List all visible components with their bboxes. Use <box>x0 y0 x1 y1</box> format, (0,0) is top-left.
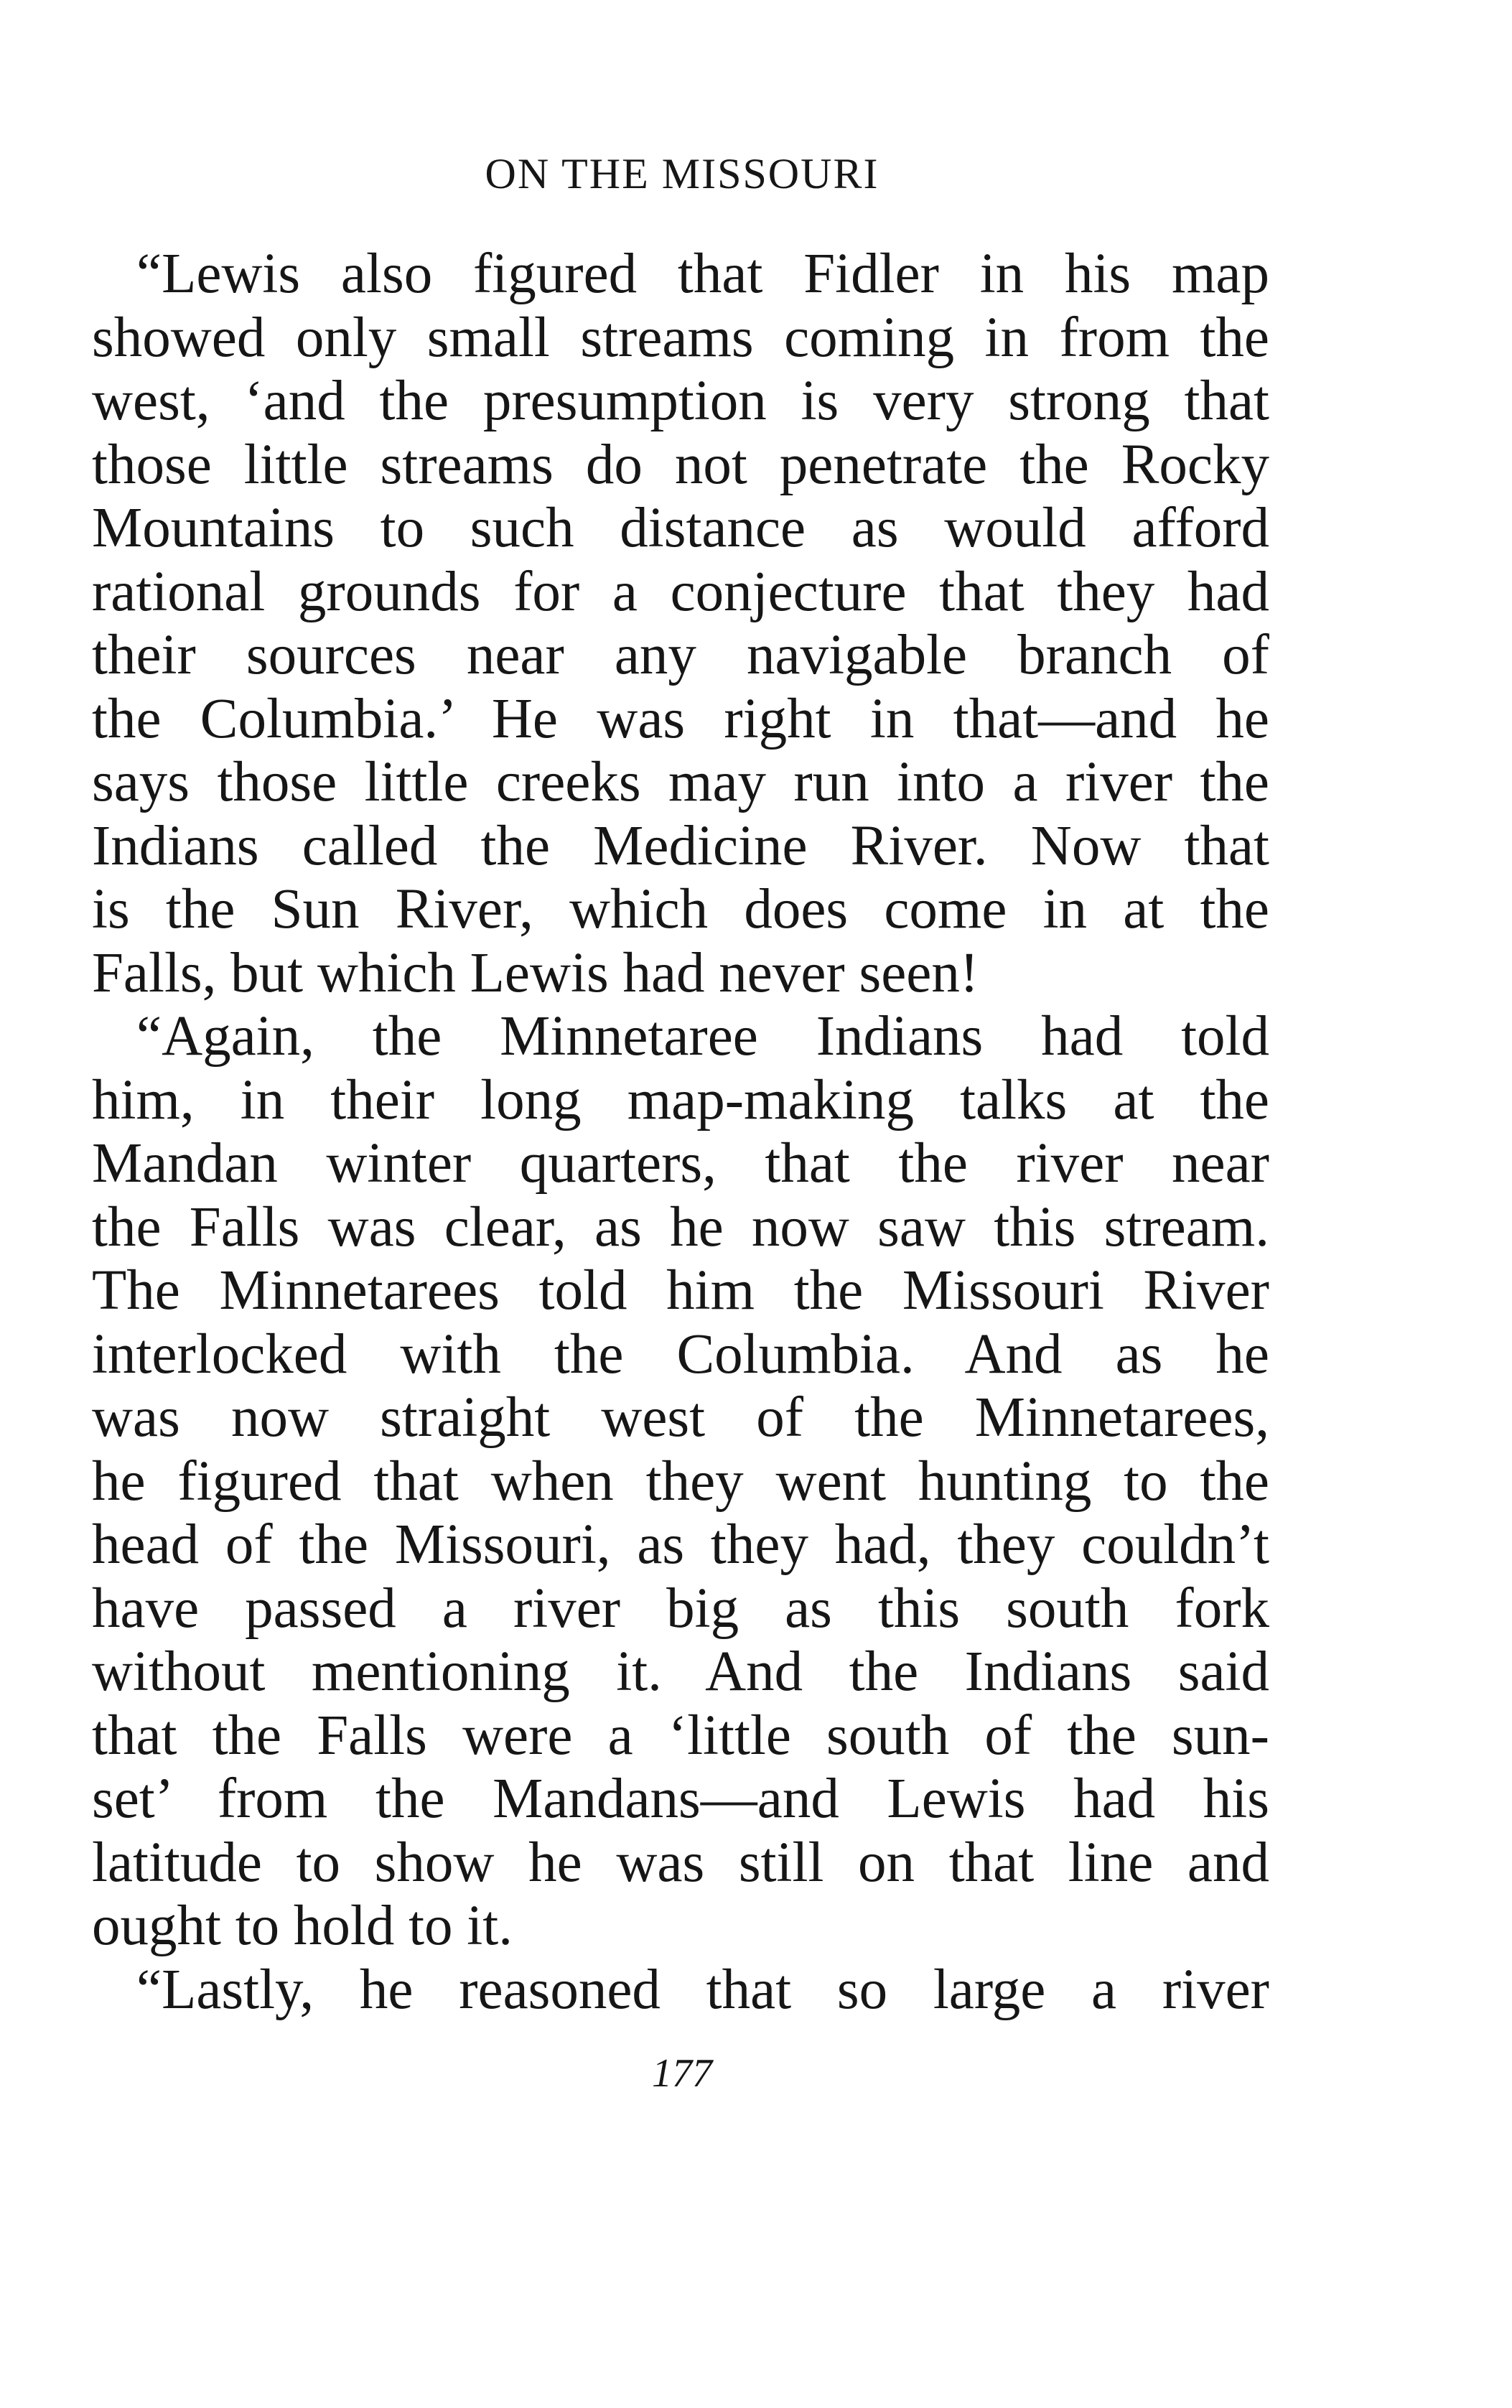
text-line: the Columbia.’ He was right in that—and he <box>92 687 1269 750</box>
text-line: “Lastly, he reasoned that so large a river <box>136 1958 1269 2021</box>
text-line: head of the Missouri, as they had, they couldn’t <box>92 1513 1269 1576</box>
text-line: is the Sun River, which does come in at the <box>92 878 1269 941</box>
text-line: “Again, the Minnetaree Indians had told <box>136 1005 1269 1068</box>
text-line: he figured that when they went hunting to the <box>92 1450 1269 1513</box>
text-line: says those little creeks may run into a river the <box>92 751 1269 813</box>
text-line: him, in their long map-making talks at the <box>92 1068 1269 1131</box>
text-line: interlocked with the Columbia. And as he <box>92 1322 1269 1386</box>
text-line: that the Falls were a ‘little south of the sun- <box>92 1704 1269 1767</box>
text-line: ought to hold to it. <box>92 1895 513 1957</box>
text-line: showed only small streams coming in from the <box>92 306 1269 369</box>
text-line: was now straight west of the Minnetarees, <box>92 1386 1269 1449</box>
text-line: without mentioning it. And the Indians said <box>92 1641 1269 1703</box>
text-line: Mandan winter quarters, that the river near <box>92 1132 1269 1195</box>
page-number: 177 <box>652 2051 712 2096</box>
text-line: Falls, but which Lewis had never seen! <box>92 941 979 1004</box>
text-line: Mountains to such distance as would afford <box>92 497 1269 559</box>
text-line: their sources near any navigable branch of <box>92 624 1269 686</box>
body-text <box>92 243 1269 2022</box>
text-line: “Lewis also figured that Fidler in his map <box>136 243 1269 305</box>
text-line: west, ‘and the presumption is very strong that <box>92 370 1269 432</box>
text-line: The Minnetarees told him the Missouri River <box>92 1259 1269 1322</box>
text-line: have passed a river big as this south fork <box>92 1577 1269 1640</box>
text-line: those little streams do not penetrate the Rocky <box>92 433 1269 496</box>
text-line: rational grounds for a conjecture that they had <box>92 560 1269 623</box>
running-header: ON THE MISSOURI <box>485 150 879 197</box>
text-line: set’ from the Mandans—and Lewis had his <box>92 1768 1269 1830</box>
text-line: Indians called the Medicine River. Now that <box>92 814 1269 877</box>
text-line: the Falls was clear, as he now saw this stream. <box>92 1195 1269 1259</box>
text-line: latitude to show he was still on that line and <box>92 1831 1269 1894</box>
